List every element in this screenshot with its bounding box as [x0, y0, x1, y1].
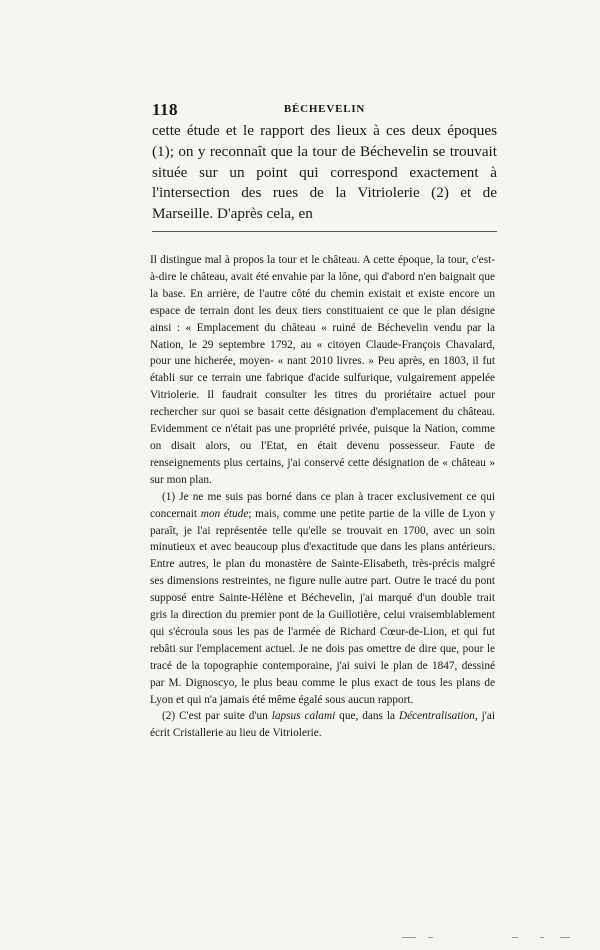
scan-mark: [540, 937, 544, 938]
scan-mark: [402, 937, 416, 938]
scan-mark: [428, 937, 433, 938]
footnote-separator: [152, 231, 497, 232]
page-number: 118: [152, 100, 179, 119]
footnote-2-emphasis-1: lapsus calami: [271, 710, 336, 723]
footnote-1-text-a: (1) Je ne me suis pas borné dans ce plan à tracer exclusivement ce qui concernait: [150, 490, 495, 520]
continued-footnote: Il distingue mal à propos la tour et le château. A cette époque, la tour, c'est-à-dire le château, avait été envahie par la lône, qui d'abord n'en baignait que la base. En arrière, de l'autre côté du chemin existait et existe encore un espace de terrain dont les deux tiers constituaient ce que le plan désigne ainsi : « Emplacement du château « ruiné de Béchevelin vendu par la Nation, le 29 septembre 1792, au « citoyen Claude-François Chavalard, pour une hicherée, moyen- « nant 2010 livres. » Peu après, en 1803, il fut établi sur ce terrain une fabrique d'acide sulfurique, vulgairement appelée Vitriolerie. Il faudrait consulter les titres du proriétaire actuel pour rechercher sur quoi se basait cette désignation d'emplacement du château. Evidemment ce n'était pas une propriété privée, puisque la Nation, comme on disait alors, ou l'Etat, en était devenu possesseur. Faute de renseignements plus certains, j'ai conservé cette désignation de « château » sur mon plan.: [150, 254, 495, 486]
scan-mark: [560, 937, 570, 938]
main-text: [152, 121, 497, 225]
footnote-2: [150, 708, 495, 742]
main-paragraph: cette étude et le rapport des lieux à ces deux époques (1); on y reconnaît que la tour de Béchevelin se trouvait située sur un point qui correspond exactement à l'intersection des rues de la Vitriolerie (2) et de Marseille. D'après cela, en: [152, 122, 497, 223]
running-title: BÉCHEVELIN: [283, 103, 366, 115]
footnote-2-emphasis-2: Décentralisation: [398, 710, 475, 723]
footnote-1-text-b: ; mais, comme une petite partie de la ville de Lyon y paraît, je l'ai représentée telle qu'elle se trouvait en 1700, avec un soin minutieux et avec beaucoup plus d'exactitude que dans les plans antérieurs. Entre autres, le plan du monastère de Sainte-Elisabeth, très-précis malgré ses dimensions restreintes, ne figure nulle autre part. Outre le tracé du pont supposé entre Sainte-Hélène et Béchevelin, j'ai marqué d'un double trait gris la direction du premier pont de la Guillotière, celui vraisemblablement qui s'écroula sous les pas de l'armée de Richard Cœur-de-Lion, et qui fut rebâti sur l'emplacement actuel. Je ne dois pas omettre de dire que, pour le tracé de la topographie contemporaine, j'ai suivi le plan de 1847, dessiné par M. Dignoscyo, le plus beau comme le plus exact de tous les plans de Lyon et qui n'a jamais été même égalé sous aucun rapport.: [150, 507, 495, 706]
running-header: [152, 100, 497, 120]
footnote-1-emphasis: mon étude: [200, 507, 249, 520]
footnote-1: [150, 489, 495, 709]
footnote-2-text-b: que, dans la: [335, 710, 399, 723]
footnote-2-text-c: , j'ai écrit Cristallerie au lieu de Vitriolerie.: [150, 710, 495, 740]
footnote-2-text-a: (2) C'est par suite d'un: [162, 710, 272, 723]
footnotes-area: [150, 252, 495, 742]
scan-mark: [512, 937, 518, 938]
